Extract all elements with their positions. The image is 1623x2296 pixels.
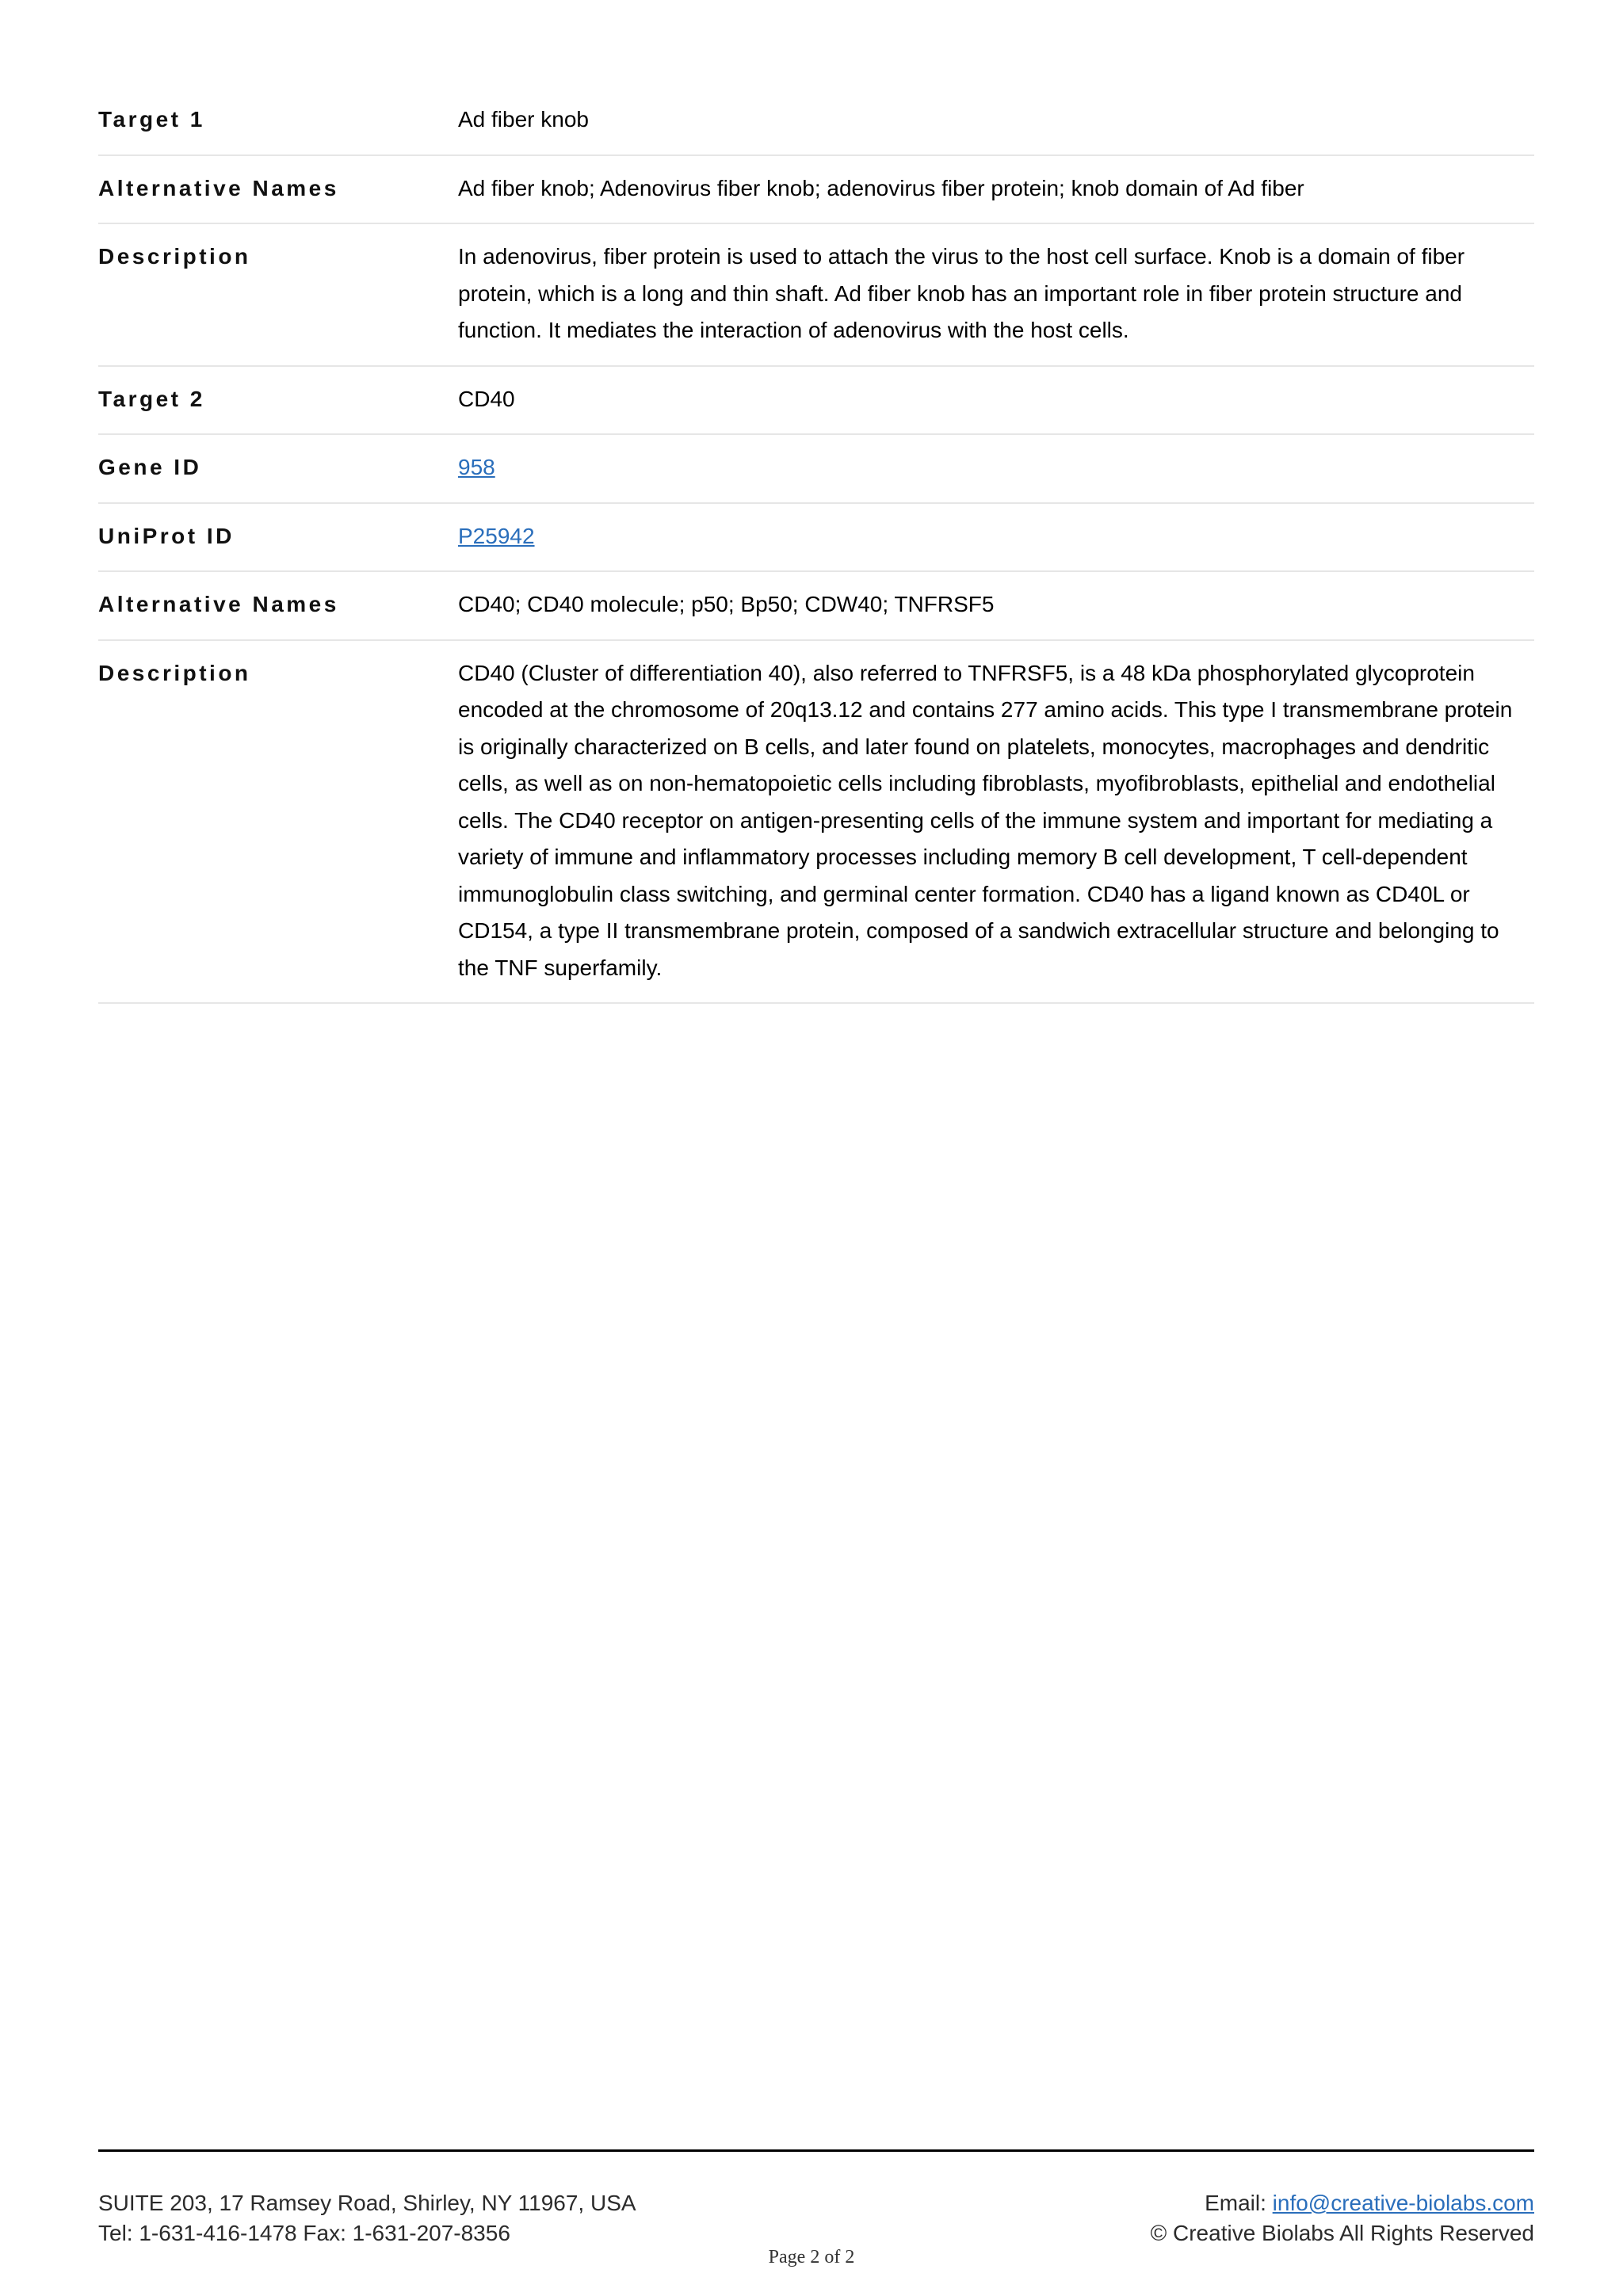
footer-email-label: Email: [1205,2191,1273,2215]
row-label: Alternative Names [98,592,339,616]
footer-legal [1151,2188,1534,2248]
footer-email-line [1151,2188,1534,2218]
footer-phone: Tel: 1-631-416-1478 Fax: 1-631-207-8356 [98,2221,510,2245]
footer-copyright: © Creative Biolabs All Rights Reserved [1150,2221,1534,2245]
footer-email-link[interactable]: info@creative-biolabs.com [1272,2191,1534,2215]
spec-table [98,87,1534,1004]
row-value: In adenovirus, fiber protein is used to attach the virus to the host cell surface. Knob is a domain of fiber protein, which is a long and thin shaft. Ad fiber knob has an important role in fiber protein structure and function. It mediates the interaction of adenovirus with the host cells. [458,244,1465,342]
row-value: CD40; CD40 molecule; p50; Bp50; CDW40; TNFRSF5 [458,592,995,616]
row-value: Ad fiber knob [458,107,589,132]
row-label: Target 2 [98,386,205,411]
row-uniprot-id [98,504,1534,573]
row-value: CD40 [458,386,515,411]
footer-divider [98,2149,1534,2152]
row-label: UniProt ID [98,523,235,548]
gene-id-link[interactable]: 958 [458,455,495,479]
footer-address: SUITE 203, 17 Ramsey Road, Shirley, NY 11967, USA [98,2191,636,2215]
row-label: Alternative Names [98,175,339,200]
uniprot-id-link[interactable]: P25942 [458,523,535,548]
row-description-1 [98,224,1534,367]
row-label: Description [98,244,251,269]
footer-contact [98,2188,636,2248]
row-alternative-names-2 [98,572,1534,641]
row-value [458,449,1534,486]
row-label: Description [98,660,251,685]
row-value: Ad fiber knob; Adenovirus fiber knob; adenovirus fiber protein; knob domain of Ad fiber [458,175,1304,200]
row-value [458,518,1534,555]
row-description-2 [98,641,1534,1005]
row-label: Target 1 [98,107,205,132]
row-alternative-names-1 [98,156,1534,225]
page-number: Page 2 of 2 [768,2247,855,2267]
row-target-1 [98,87,1534,156]
row-target-2 [98,367,1534,436]
row-gene-id [98,435,1534,504]
row-value: CD40 (Cluster of differentiation 40), also referred to TNFRSF5, is a 48 kDa phosphorylated glycoprotein encoded at the chromosome of 20q13.12 and contains 277 amino acids. This type I transmembrane protein is originally characterized on B cells, and later found on platelets, monocytes, macrophages and dendritic cells, as well as on non-hematopoietic cells including fibroblasts, myofibroblasts, epithelial and endothelial cells. The CD40 receptor on antigen-presenting cells of the immune system and important for mediating a variety of immune and inflammatory processes including memory B cell development, T cell-dependent immunoglobulin class switching, and germinal center formation. CD40 has a ligand known as CD40L or CD154, a type II transmembrane protein, composed of a sandwich extracellular structure and belonging to the TNF superfamily. [458,660,1513,980]
row-label: Gene ID [98,455,202,479]
